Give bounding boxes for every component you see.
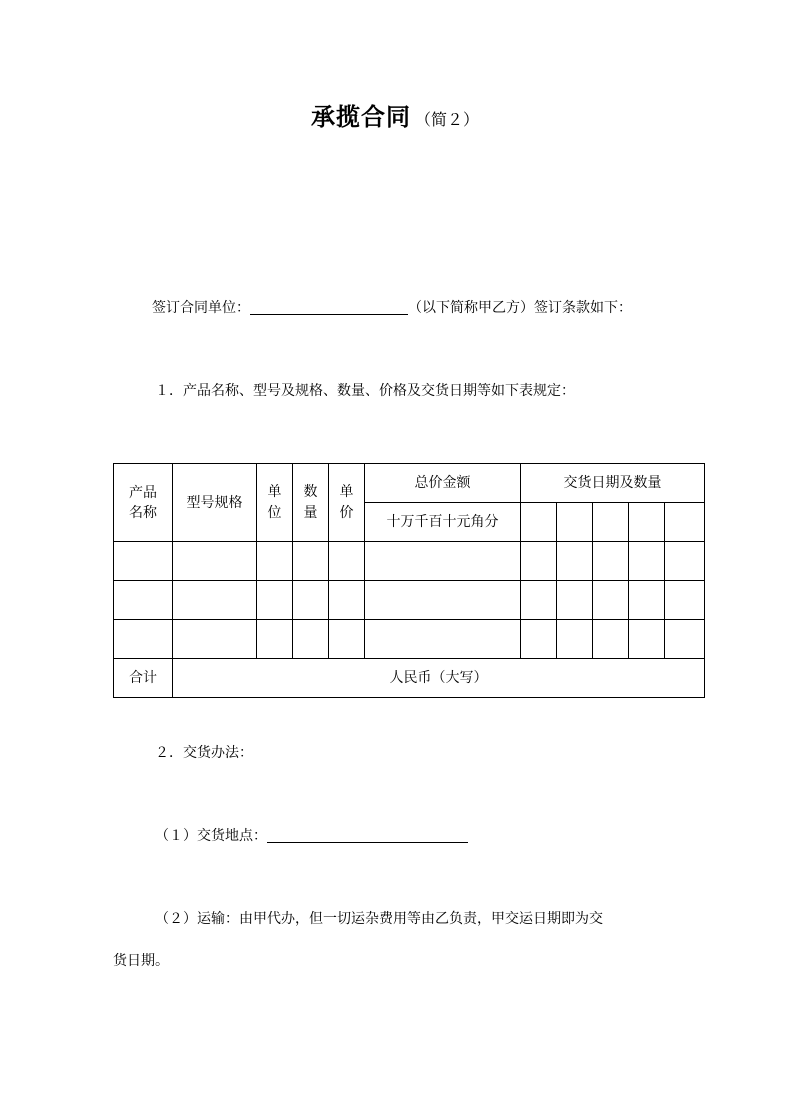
clause-1: １．产品名称、型号及规格、数量、价格及交货日期等如下表规定： bbox=[155, 383, 575, 399]
table-cell[interactable] bbox=[665, 581, 705, 620]
table-cell[interactable] bbox=[593, 581, 629, 620]
table-cell[interactable] bbox=[593, 620, 629, 659]
table-cell[interactable] bbox=[293, 581, 329, 620]
table-row bbox=[114, 581, 705, 620]
header-amount-digits: 十万千百十元角分 bbox=[365, 503, 521, 542]
table-cell[interactable] bbox=[557, 620, 593, 659]
signing-prefix: 签订合同单位： bbox=[152, 300, 250, 316]
header-delivery: 交货日期及数量 bbox=[521, 464, 705, 503]
table-cell[interactable] bbox=[293, 620, 329, 659]
title-main: 承揽合同 bbox=[310, 103, 411, 131]
header-total-amount: 总价金额 bbox=[365, 464, 521, 503]
table-cell[interactable] bbox=[629, 581, 665, 620]
clause-2: ２．交货办法： bbox=[155, 745, 253, 761]
title-sub: （简２） bbox=[414, 110, 479, 129]
table-cell[interactable] bbox=[257, 542, 293, 581]
header-model-spec: 型号规格 bbox=[173, 464, 257, 542]
table-cell[interactable] bbox=[114, 542, 173, 581]
table-cell[interactable] bbox=[521, 620, 557, 659]
delivery-cell[interactable] bbox=[665, 503, 705, 542]
header-quantity: 数量 bbox=[293, 464, 329, 542]
clause-2-2-line1: （２）运输：由甲代办，但一切运杂费用等由乙负责，甲交运日期即为交 bbox=[155, 911, 603, 927]
table-cell[interactable] bbox=[665, 620, 705, 659]
product-table bbox=[113, 463, 705, 698]
signing-party-blank[interactable] bbox=[250, 298, 408, 315]
table-cell[interactable] bbox=[329, 620, 365, 659]
table-cell[interactable] bbox=[521, 581, 557, 620]
clause-2-1 bbox=[155, 826, 468, 846]
table-row bbox=[114, 542, 705, 581]
delivery-cell[interactable] bbox=[593, 503, 629, 542]
delivery-cell[interactable] bbox=[557, 503, 593, 542]
table-cell[interactable] bbox=[521, 542, 557, 581]
page-title bbox=[0, 100, 790, 138]
table-total-row bbox=[114, 659, 705, 698]
table-cell[interactable] bbox=[293, 542, 329, 581]
rmb-uppercase-field[interactable]: 人民币（大写） bbox=[173, 659, 705, 698]
delivery-cell[interactable] bbox=[521, 503, 557, 542]
table-cell[interactable] bbox=[629, 542, 665, 581]
table-cell[interactable] bbox=[665, 542, 705, 581]
table-cell[interactable] bbox=[329, 542, 365, 581]
header-unit: 单位 bbox=[257, 464, 293, 542]
total-label: 合计 bbox=[114, 659, 173, 698]
table-cell[interactable] bbox=[173, 542, 257, 581]
header-unit-price: 单价 bbox=[329, 464, 365, 542]
table-header-row bbox=[114, 464, 705, 503]
table-cell[interactable] bbox=[329, 581, 365, 620]
signing-line bbox=[152, 298, 632, 318]
delivery-cell[interactable] bbox=[629, 503, 665, 542]
table-cell[interactable] bbox=[114, 581, 173, 620]
table-cell[interactable] bbox=[365, 581, 521, 620]
clause-2-2-line2: 货日期。 bbox=[113, 953, 169, 969]
table-cell[interactable] bbox=[173, 581, 257, 620]
table-cell[interactable] bbox=[557, 581, 593, 620]
table-cell[interactable] bbox=[257, 581, 293, 620]
delivery-location-blank[interactable] bbox=[267, 826, 468, 843]
table-cell[interactable] bbox=[173, 620, 257, 659]
table-row bbox=[114, 620, 705, 659]
table-cell[interactable] bbox=[257, 620, 293, 659]
signing-suffix: （以下简称甲乙方）签订条款如下： bbox=[408, 300, 632, 316]
table-cell[interactable] bbox=[114, 620, 173, 659]
table-cell[interactable] bbox=[365, 542, 521, 581]
table-cell[interactable] bbox=[593, 542, 629, 581]
table-cell[interactable] bbox=[557, 542, 593, 581]
header-product-name: 产品名称 bbox=[114, 464, 173, 542]
clause-2-1-label: （１）交货地点： bbox=[155, 828, 267, 844]
table-cell[interactable] bbox=[365, 620, 521, 659]
table-cell[interactable] bbox=[629, 620, 665, 659]
